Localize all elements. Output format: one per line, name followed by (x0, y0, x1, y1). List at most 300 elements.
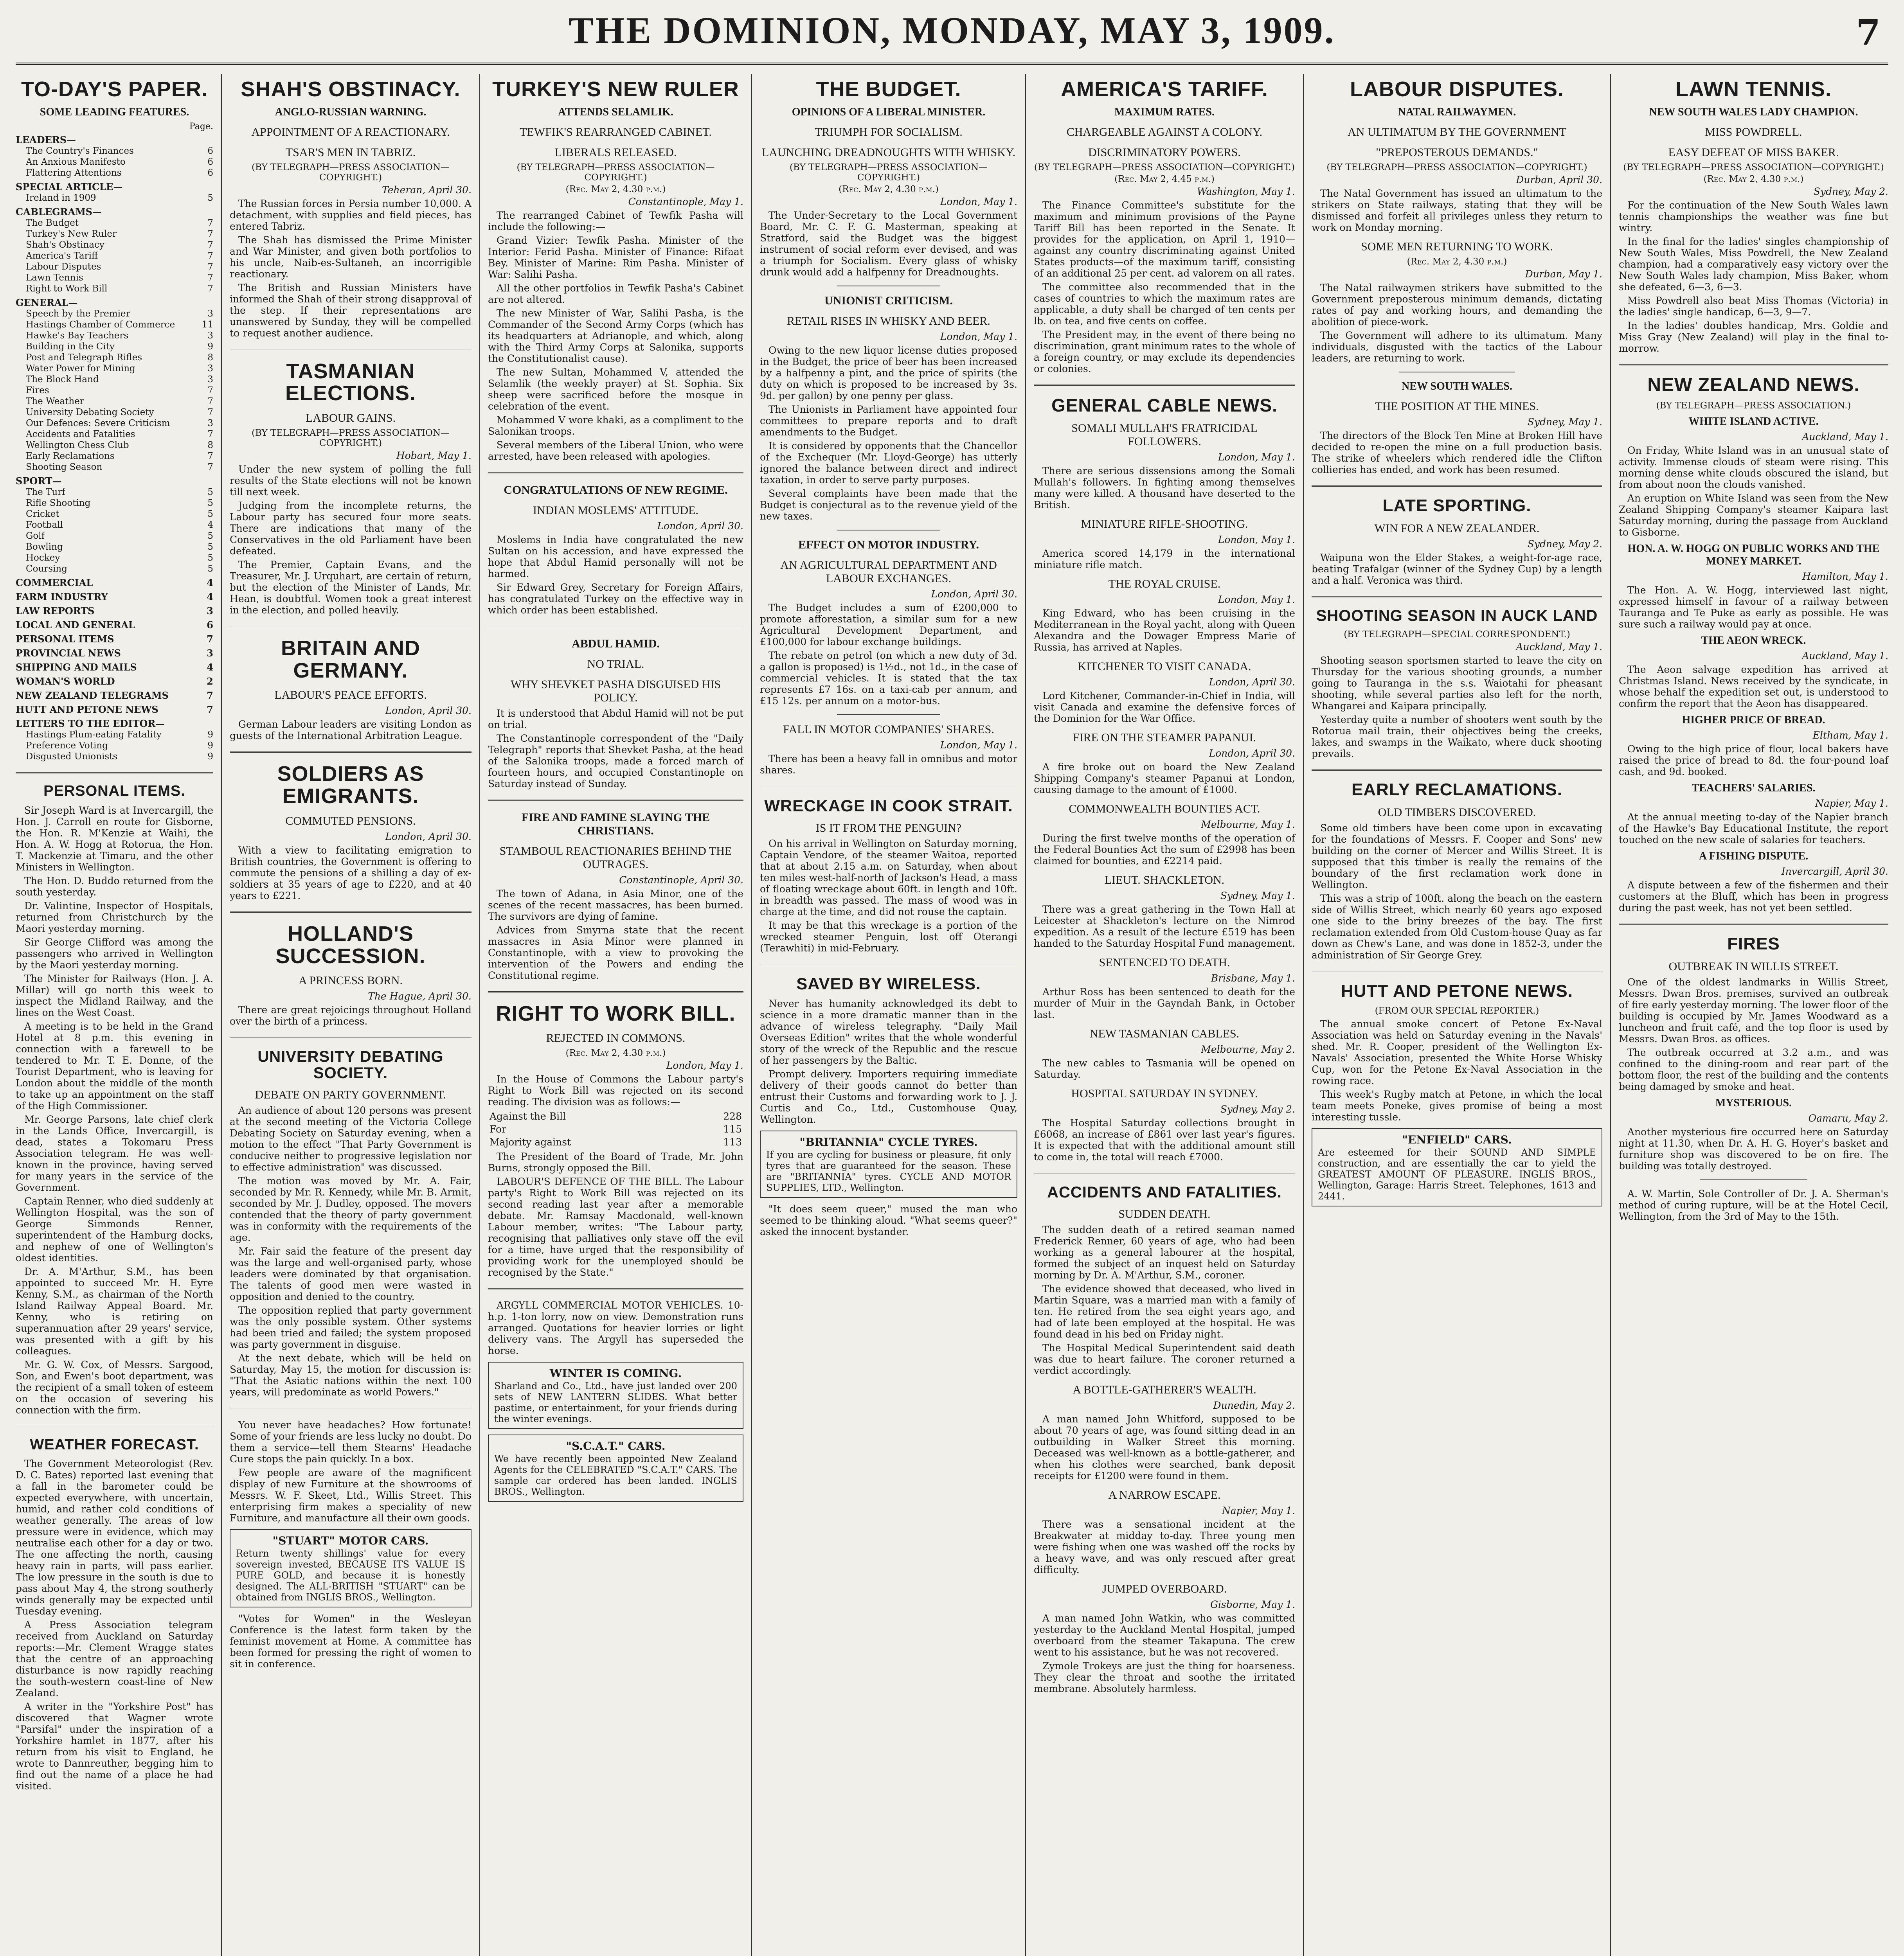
paragraph: The outbreak occurred at 3.2 a.m., and was confined to the dining-room and rear part of the bottom floor, the rest of the building and the contents being damaged by smoke and heat. (1619, 1047, 1888, 1093)
paragraph: The sudden death of a retired seaman named Frederick Renner, 60 years of age, who had been working as a general labourer at the hospital, formed the subject of an inquest held on Saturday morning by Dr. A. M'Arthur, S.M., coroner. (1034, 1224, 1295, 1281)
dateline: Hobart, May 1. (396, 450, 472, 462)
paragraph: The Under-Secretary to the Local Government Board, Mr. C. F. G. Masterman, speaking at Stratford, said the Budget was the biggest instrument of social reform ever devised, and was a triumph for Socialism. Every glass of whisky drunk would add a halfpenny for Dreadnoughts. (760, 209, 1017, 278)
headline: TASMANIAN ELECTIONS. (285, 359, 416, 405)
divider (1700, 1179, 1808, 1180)
dateline: London, May 1. (940, 196, 1017, 207)
paragraph: The Government will adhere to its ultimatum. Many individuals, disgusted with the tactics of the Labour leaders, are returning to work. (1312, 329, 1602, 364)
toc-item (16, 498, 213, 509)
headline: WRECKAGE IN COOK STRAIT. (764, 796, 1013, 815)
divider (760, 786, 1017, 787)
article-body (1312, 552, 1602, 586)
section-heading: WEATHER FORECAST. (30, 1436, 199, 1453)
press-credit: (BY TELEGRAPH—PRESS ASSOCIATION—COPYRIGHT.) (516, 162, 715, 183)
toc-category-label: GENERAL— (16, 297, 78, 308)
paragraph: With a view to facilitating emigration to British countries, the Government is offering to commute the pensions of a shilling a day of ex-soldiers at 35 years of age to £220, and at 40 years to £221. (230, 844, 472, 901)
toc-item (16, 451, 213, 462)
dateline: London, April 30. (931, 588, 1017, 600)
toc-page-number: 6 (207, 156, 213, 167)
toc-page-number: 3 (207, 363, 213, 374)
table-row (488, 1110, 743, 1123)
toc-item-label: Speech by the Premier (26, 308, 130, 319)
paragraph: There was a great gathering in the Town Hall at Leicester at Shackleton's lecture on the Nimrod expedition. As a result of the lecture £519 has been handed to the Saturday Hospital Fund management. (1034, 903, 1295, 949)
ad-title: "ENFIELD" CARS. (1402, 1133, 1512, 1147)
divider (488, 472, 743, 473)
article-body (760, 838, 1017, 954)
toc-category-label: SHIPPING AND MAILS (16, 662, 137, 673)
paragraph: The Unionists in Parliament have appointed four committees to prepare reports and to draft amendments to the Budget. (760, 403, 1017, 438)
divider (1619, 364, 1888, 365)
toc-category (16, 591, 213, 602)
divider (488, 626, 743, 627)
dateline: London, May 1. (1218, 451, 1295, 463)
toc-item-label: America's Tariff (26, 250, 98, 261)
divider (837, 714, 940, 715)
toc-page-number: 9 (207, 740, 213, 751)
article-body (1034, 1519, 1295, 1575)
paragraph: The Aeon salvage expedition has arrived at Christmas Island. News received by the syndicate, in whose behalf the expedition set out, is understood to confirm the report that the Aeon has disappeared. (1619, 664, 1888, 710)
toc-category-label: PROVINCIAL NEWS (16, 647, 121, 659)
paragraph: Lord Kitchener, Commander-in-Chief in India, will visit Canada and examine the defensive forces of the Dominion for the War Office. (1034, 690, 1295, 724)
toc-page-number: 7 (207, 272, 213, 283)
article-body (1619, 1126, 1888, 1172)
paragraph: Sir Edward Grey, Secretary for Foreign Affairs, has congratulated Turkey on the effective way in which order has been established. (488, 581, 743, 616)
divider (1619, 924, 1888, 925)
press-credit: (BY TELEGRAPH—PRESS ASSOCIATION—COPYRIGHT.) (251, 162, 450, 183)
toc-category-label: SPORT— (16, 475, 62, 487)
article-body (1034, 1117, 1295, 1163)
paragraph: An audience of about 120 persons was present at the second meeting of the Victoria College Debating Society on Saturday evening, when a motion to the effect "That Party Government is conducive neither to progressive legislation nor to effective administration" was discussed. (230, 1105, 472, 1173)
toc-item (16, 374, 213, 385)
article-body (488, 888, 743, 981)
toc-page-number: 6 (207, 146, 213, 156)
toc-category (16, 606, 213, 617)
paragraph: The British and Russian Ministers have informed the Shah of their strong disapproval of the step. If their representations are unanswered by Sunday, they will be compelled to request another audience. (230, 282, 472, 339)
paragraph: Dr. Valintine, Inspector of Hospitals, returned from Christchurch by the Maori yesterday morning. (16, 900, 213, 934)
toc-item (16, 385, 213, 396)
toc-page-number: 5 (207, 552, 213, 563)
dateline: Napier, May 1. (1222, 1505, 1295, 1516)
toc-item-label: The Turf (26, 487, 65, 497)
paragraph: The Shah has dismissed the Prime Minister and War Minister, and given both portfolios to his uncle, Naib-es-Sultaneh, an incorrigible reactionary. (230, 234, 472, 280)
toc-category (16, 135, 213, 146)
ad-text: If you are cycling for business or pleasure, fit only tyres that are guaranteed for the season. These are "BRITANNIA" tyres. CYCLE AND MOTOR SUPPLIES, LTD., Wellington. (766, 1149, 1011, 1193)
paragraph: Mr. George Parsons, late chief clerk in the Lands Office, Invercargill, is dead, states a Tokomaru Press Association telegram. He was well-known in the province, having served for many years in the service of the Government. (16, 1113, 213, 1193)
toc-page-number: 7 (207, 633, 213, 645)
subheadline: NEW SOUTH WALES. (1402, 380, 1512, 392)
article-body (760, 602, 1017, 707)
paragraph: The annual smoke concert of Petone Ex-Naval Association was held on Saturday evening in the Navals' shed. Mr. R. Cooper, president of the Wellington Ex-Navals' Association, presented the White Horse Whisky Cup, won for the Petone Ex-Naval Association in the rowing race. (1312, 1018, 1602, 1087)
advertisement-box (488, 1435, 743, 1502)
paragraph: The Premier, Captain Evans, and the Treasurer, Mr. J. Urquhart, are certain of return, but the election of the Minister of Lands, Mr. Hean, is doubtful. Women took a great interest in the election, and polled heavily. (230, 559, 472, 616)
toc-item (16, 319, 213, 330)
toc-category (16, 690, 213, 701)
headline: HUTT AND PETONE NEWS. (1341, 982, 1573, 1001)
subheadline: NEW SOUTH WALES LADY CHAMPION. (1649, 106, 1858, 118)
article-body (1312, 822, 1602, 961)
paragraph: At the next debate, which will be held on Saturday, May 15, the motion for discussion is: "That the Asiatic nations within the next 100 years, will predominate as world Powers." (230, 1352, 472, 1398)
paragraph: The opposition replied that party government was the only possible system. Other systems had been tried and failed; the system proposed was party government in disguise. (230, 1305, 472, 1350)
paragraph: A Press Association telegram received from Auckland on Saturday reports:—Mr. Clement Wragge states that the centre of an approaching disturbance is now rapidly reaching the south-western coast-line of New Zealand. (16, 1619, 213, 1699)
dateline: London, May 1. (940, 739, 1017, 751)
toc-item (16, 156, 213, 167)
article-body (1034, 832, 1295, 867)
article-body (1619, 743, 1888, 777)
paragraph: The Government Meteorologist (Rev. D. C. Bates) reported last evening that a fall in the barometer could be expected everywhere, with uncertain, humid, and rather cold conditions of weather generally. The areas of low pressure were in evidence, which may neutralise each other for a day or two. The one affecting the north, causing heavy rain in parts, will pass earlier. The low pressure in the south is due to pass about May 4, the strong southerly winds generally may be expected until Tuesday evening. (16, 1458, 213, 1617)
divider (230, 349, 472, 350)
paragraph: Some old timbers have been come upon in excavating for the foundations of Messrs. F. Cooper and Sons' new building on the corner of Mercer and Willis Street. It is supposed that this timber is really the remains of the boundary of the first reclamation work done in Wellington. (1312, 822, 1602, 891)
masthead-rule (16, 63, 1888, 65)
press-credit: (FROM OUR SPECIAL REPORTER.) (1375, 1006, 1539, 1016)
column-5 (1026, 74, 1303, 1956)
subheadline: OPINIONS OF A LIBERAL MINISTER. (792, 106, 986, 118)
toc-page-number: 4 (207, 520, 213, 530)
toc-item-label: An Anxious Manifesto (26, 156, 126, 167)
toc-item-label: Fires (26, 385, 49, 396)
subheadline: FALL IN MOTOR COMPANIES' SHARES. (783, 723, 994, 736)
subheadline: A NARROW ESCAPE. (1108, 1488, 1221, 1501)
headline: THE BUDGET. (816, 77, 961, 101)
paragraph: The committee also recommended that in the cases of countries to which the maximum rates are applicable, a duty shall be charged of ten cents per lb. on tea, and five cents on coffee. (1034, 281, 1295, 327)
article-body (1034, 1413, 1295, 1481)
toc-page-number: 7 (207, 462, 213, 472)
subheadline: HIGHER PRICE OF BREAD. (1682, 714, 1825, 726)
toc-page-number: 3 (207, 605, 213, 617)
toc-page-number: 8 (207, 440, 213, 450)
press-credit: (BY TELEGRAPH—PRESS ASSOCIATION—COPYRIGHT.) (1623, 162, 1884, 173)
paragraph: This was a strip of 100ft. along the beach on the eastern side of Willis Street, which nearly 60 years ago exposed one side to the briny breezes of the bay. The first reclamation extended from Old Custom-house Quay as far down as Chew's Lane, and was done in 1852-3, under the administration of Sir George Grey. (1312, 893, 1602, 961)
toc-item-label: Rifle Shooting (26, 498, 91, 508)
advertisement-box (760, 1131, 1017, 1198)
toc-item (16, 363, 213, 374)
toc-page-number: 5 (207, 498, 213, 508)
paragraph: The town of Adana, in Asia Minor, one of the scenes of the recent massacres, has been burned. The survivors are dying of famine. (488, 888, 743, 922)
article-body (230, 198, 472, 339)
dateline: Invercargill, April 30. (1781, 866, 1888, 877)
dateline: Oamaru, May 2. (1808, 1113, 1888, 1124)
article-body (1034, 1613, 1295, 1658)
headline: SAVED BY WIRELESS. (796, 974, 981, 993)
paragraph: Another mysterious fire occurred here on Saturday night at 11.30, when Dr. A. H. G. Hoyer's basket and furniture shop was discovered to be on fire. The building was totally destroyed. (1619, 1126, 1888, 1172)
page-number: 7 (1856, 12, 1881, 53)
paragraph: The President may, in the event of there being no discrimination, grant minimum rates to the whole of a foreign country, or may exclude its dependencies or colonies. (1034, 329, 1295, 374)
toc-category (16, 476, 213, 487)
paragraph: The rebate on petrol (on which a new duty of 3d. a gallon is proposed) is 1½d., not 1d., in the case of commercial vehicles. It is stated that the tax represents £7 16s. on a taxi-cab per annum, and £15 12s. per annum on a motor-bus. (760, 649, 1017, 707)
toc-item (16, 228, 213, 239)
toc-page-number: 5 (207, 541, 213, 552)
subheadline: MISS POWDRELL. (1705, 125, 1802, 138)
headline: UNIVERSITY DEBATING SOCIETY. (257, 1048, 444, 1082)
paragraph: In the ladies' doubles handicap, Mrs. Goldie and Miss Gray (New Zealand) will play in the final to-morrow. (1619, 320, 1888, 354)
paragraph: There has been a heavy fall in omnibus and motor shares. (760, 753, 1017, 776)
section-heading: PERSONAL ITEMS. (43, 782, 185, 799)
subheadline: LAUNCHING DREADNOUGHTS WITH WHISKY. (761, 146, 1016, 159)
paragraph: The directors of the Block Ten Mine at Broken Hill have decided to re-open the mine on a full production basis. The strike of wheelers which rendered idle the Clifton collieries has ended, and work has been resumed. (1312, 430, 1602, 475)
dateline: London, May 1. (1218, 593, 1295, 605)
article-body (1312, 430, 1602, 475)
headline: TURKEY'S NEW RULER (492, 77, 739, 101)
subheadline: DEBATE ON PARTY GOVERNMENT. (255, 1088, 446, 1102)
subheadline: MYSTERIOUS. (1715, 1097, 1792, 1109)
toc-item (16, 509, 213, 520)
article-body (1034, 690, 1295, 724)
toc-item-label: Shah's Obstinacy (26, 239, 104, 250)
toc-page-number: 5 (207, 563, 213, 574)
toc-category-label: PERSONAL ITEMS (16, 633, 114, 645)
paragraph: For the continuation of the New South Wales lawn tennis championships the weather was fine but wintry. (1619, 199, 1888, 234)
toc-title: SOME LEADING FEATURES. (40, 106, 189, 118)
paragraph: The evidence showed that deceased, who lived in Martin Square, was a married man with a family of ten. He retired from the sea eight years ago, and had of late been employed at the hospital. He was found dead in his bed on Friday night. (1034, 1283, 1295, 1340)
subheadline: COMMONWEALTH BOUNTIES ACT. (1069, 802, 1260, 815)
subheadline: A FISHING DISPUTE. (1699, 850, 1809, 863)
headline: EFFECT ON MOTOR INDUSTRY. (798, 538, 979, 551)
subheadline: NATAL RAILWAYMEN. (1398, 106, 1516, 118)
toc-page-number: 7 (207, 689, 213, 701)
advertisement-box (488, 1362, 743, 1429)
divider (1312, 971, 1602, 972)
toc-item (16, 740, 213, 751)
toc-category-label: LOCAL AND GENERAL (16, 619, 135, 631)
advertisement: Zymole Trokeys are just the thing for hoarseness. They clear the throat and soothe the irritated membrane. Absolutely harmless. (1034, 1660, 1295, 1694)
paragraph: Arthur Ross has been sentenced to death for the murder of Muir in the Gayndah Bank, in October last. (1034, 986, 1295, 1020)
dateline: London, May 1. (940, 331, 1017, 342)
ad-text: Are esteemed for their SOUND AND SIMPLE construction, and are essentially the car to yield the GREATEST AMOUNT OF PLEASURE. INGLIS BROS., Wellington, Garage: Harris Street. Telephones, 1613 and 2441. (1318, 1147, 1596, 1202)
dateline: London, May 1. (1218, 534, 1295, 545)
toc-page-number: 3 (207, 330, 213, 341)
column-6 (1304, 74, 1610, 1956)
paragraph: There are serious dissensions among the Somali Mullah's followers. In fighting among themselves many were killed. A thousand have deserted to the British. (1034, 465, 1295, 511)
headline: BRITAIN AND GERMANY. (281, 636, 420, 682)
dateline: Hamilton, May 1. (1802, 571, 1888, 582)
press-credit: (BY TELEGRAPH—PRESS ASSOCIATION.) (1656, 401, 1851, 411)
divider (1312, 769, 1602, 771)
article-body (1619, 664, 1888, 709)
toc-page-number: 6 (207, 619, 213, 631)
ad-title: WINTER IS COMING. (549, 1367, 682, 1380)
toc-category (16, 620, 213, 631)
toc-item-label: The Weather (26, 396, 84, 406)
article-body (1312, 1018, 1602, 1123)
press-credit: (BY TELEGRAPH—PRESS ASSOCIATION—COPYRIGHT.) (789, 162, 988, 183)
advertisement: ARGYLL COMMERCIAL MOTOR VEHICLES. 10-h.p. 1-ton lorry, now on view. Demonstration runs arranged. Quotations for heavier lorries or light delivery vans. The Argyll has superseded the horse. (488, 1300, 743, 1357)
paragraph: A dispute between a few of the fishermen and their customers at the Bluff, which has been in progress during the past week, has not yet been settled. (1619, 879, 1888, 914)
toc-item-label: Post and Telegraph Rifles (26, 352, 142, 363)
paragraph: Several complaints have been made that the Budget is conjectural as to the revenue yield of the new taxes. (760, 487, 1017, 522)
toc-item (16, 308, 213, 319)
subheadline: COMMUTED PENSIONS. (285, 814, 416, 827)
article-body (760, 210, 1017, 278)
headline: ACCIDENTS AND FATALITIES. (1047, 1183, 1282, 1201)
dateline: Sydney, May 1. (1220, 890, 1295, 901)
headline: CONGRATULATIONS OF NEW REGIME. (504, 483, 728, 496)
dateline: Brisbane, May 1. (1211, 972, 1295, 984)
headline: AMERICA'S TARIFF. (1061, 77, 1268, 101)
headline: FIRE AND FAMINE SLAYING THE CHRISTIANS. (521, 811, 710, 837)
dateline: Eltham, May 1. (1812, 730, 1888, 741)
paragraph: On his arrival in Wellington on Saturday morning, Captain Vendore, of the steamer Waitoa, reported that at about 2.15 a.m. on Saturday, when about ten miles west-half-north of Jackson's Head, a mass of floating wreckage about 60ft. in length and 10ft. in breadth was passed. The mass of wood was in charge at the time, and did not rouse the captain. (760, 838, 1017, 917)
article-body (1619, 879, 1888, 913)
paragraph: It may be that this wreckage is a portion of the wrecked steamer Penguin, lost off Oterangi (Terawhiti) in mid-February. (760, 919, 1017, 954)
table-cell: Majority against (489, 1136, 571, 1148)
paragraph: It is considered by opponents that the Chancellor of the Exchequer (Mr. Lloyd-George) has utterly ignored the balance between direct and indirect taxation, in order to serve party purposes. (760, 440, 1017, 485)
article-body (1034, 548, 1295, 570)
toc-item-label: Coursing (26, 563, 67, 574)
dateline: Sydney, May 1. (1527, 416, 1602, 428)
toc-item-label: Hastings Plum-eating Fatality (26, 729, 162, 740)
subheadline: WHY SHEVKET PASHA DISGUISED HIS POLICY. (510, 678, 721, 704)
toc-item (16, 330, 213, 341)
dateline: Washington, May 1. (1197, 185, 1295, 197)
paragraph: Shooting season sportsmen started to leave the city on Thursday for the various shooting grounds, a number going to Tauranga in the s.s. Waiotahi for pheasant shooting, while several parties also left for the north, Whangarei and Kaipara principally. (1312, 654, 1602, 712)
paragraph: Under the new system of polling the full results of the State elections will not be known till next week. (230, 464, 472, 498)
paragraph: The Natal Government has issued an ultimatum to the strikers on State railways, stating that they will be dismissed and forfeit all privileges unless they return to work on Monday morning. (1312, 187, 1602, 233)
subheadline: HOSPITAL SATURDAY IN SYDNEY. (1071, 1087, 1258, 1100)
toc-item (16, 462, 213, 473)
toc-item-label: The Budget (26, 218, 79, 228)
headline: UNIONIST CRITICISM. (824, 294, 953, 307)
article-body (16, 1458, 213, 1792)
press-credit: (BY TELEGRAPH—PRESS ASSOCIATION—COPYRIGHT.) (251, 428, 450, 449)
toc-item-label: Cricket (26, 509, 59, 519)
dateline: Sydney, May 2. (1527, 538, 1602, 550)
toc-item-label: Preference Voting (26, 740, 108, 751)
subheadline: TRIUMPH FOR SOCIALISM. (815, 125, 963, 138)
press-credit: (BY TELEGRAPH—SPECIAL CORRESPONDENT.) (1344, 629, 1570, 640)
toc-page-number: 5 (207, 530, 213, 541)
toc-page-number: 9 (207, 751, 213, 762)
toc-item (16, 552, 213, 563)
subheadline: SOME MEN RETURNING TO WORK. (1361, 240, 1553, 253)
table-cell: Against the Bill (489, 1111, 566, 1122)
dateline: Constantinople, April 30. (619, 874, 743, 886)
subheadline: AN AGRICULTURAL DEPARTMENT AND LABOUR EXCHANGES. (780, 558, 997, 585)
column-3 (480, 74, 751, 1956)
toc-category (16, 718, 213, 729)
dateline: London, April 30. (1209, 676, 1295, 688)
advertisement-box (230, 1529, 472, 1607)
table-cell: 228 (723, 1111, 742, 1122)
subheadline: SUDDEN DEATH. (1118, 1207, 1211, 1221)
toc-item-label: Flattering Attentions (26, 167, 122, 178)
paragraph: In the final for the ladies' singles championship of New South Wales, Miss Powdrell, the New Zealand champion, had a comparatively easy victory over the New South Wales lady champion, Miss Baker, whom she defeated, 6—3, 6—3. (1619, 236, 1888, 293)
toc-item-label: Water Power for Mining (26, 363, 135, 374)
headline: SHOOTING SEASON IN AUCK LAND (1316, 607, 1598, 624)
paragraph: The motion was moved by Mr. A. Fair, seconded by Mr. R. Kennedy, while Mr. B. Armit, seconded by Mr. J. Dudley, opposed. The movers contended that the theory of party government was in conformity with the requirements of the age. (230, 1175, 472, 1244)
toc-page-number: 7 (207, 218, 213, 228)
toc-page-number: 7 (207, 239, 213, 250)
toc-item (16, 729, 213, 740)
subheadline: THE ROYAL CRUISE. (1108, 577, 1221, 590)
toc-category (16, 704, 213, 715)
received-time: (Rec. May 2, 4.30 p.m.) (565, 184, 666, 194)
toc-page-number: 5 (207, 192, 213, 203)
dateline: Durban, May 1. (1525, 268, 1602, 280)
article-body (16, 805, 213, 1416)
division-table (488, 1110, 743, 1149)
toc-page-number: 3 (207, 418, 213, 428)
paragraph: Mr. G. W. Cox, of Messrs. Sargood, Son, and Ewen's boot department, was the recipient of a small token of esteem on the occasion of severing his connection with the firm. (16, 1359, 213, 1416)
article-body (1619, 200, 1888, 354)
advertisement: "It does seem queer," mused the man who seemed to be thinking aloud. "What seems queer?" asked the innocent bystander. (760, 1203, 1017, 1237)
newspaper-title: THE DOMINION, MONDAY, MAY 3, 1909. (569, 9, 1335, 51)
toc-item-label: The Block Hand (26, 374, 99, 385)
paragraph: The Hon. D. Buddo returned from the south yesterday. (16, 875, 213, 898)
toc-item (16, 487, 213, 498)
subheadline: RETAIL RISES IN WHISKY AND BEER. (787, 314, 990, 327)
article-body (760, 998, 1017, 1125)
toc-item (16, 520, 213, 530)
subheadline: NO TRIAL. (587, 657, 644, 671)
dateline: London, April 30. (385, 705, 472, 717)
press-credit: (BY TELEGRAPH—PRESS ASSOCIATION—COPYRIGHT.) (1326, 162, 1587, 173)
paragraph: The rearranged Cabinet of Tewfik Pasha will include the following:— (488, 209, 743, 232)
toc-item (16, 167, 213, 178)
article-body (1312, 188, 1602, 233)
divider (488, 1288, 743, 1289)
headline: LAWN TENNIS. (1675, 77, 1832, 101)
paragraph: The Russian forces in Persia number 10,000. A detachment, with supplies and field pieces, has entered Tabriz. (230, 198, 472, 232)
headline: HOLLAND'S SUCCESSION. (275, 922, 426, 968)
headline: LATE SPORTING. (1382, 496, 1531, 515)
column-2 (222, 74, 479, 1956)
toc-page-number: 7 (207, 283, 213, 294)
article-body (1034, 1224, 1295, 1376)
paragraph: Mr. Fair said the feature of the present day was the large and well-organised party, whose leaders were dominated by that organisation. The talents of good men were wasted in opposition and denied to the country. (230, 1246, 472, 1303)
toc-item (16, 396, 213, 407)
toc-item (16, 272, 213, 283)
subheadline: CHARGEABLE AGAINST A COLONY. (1066, 125, 1263, 138)
press-credit: (BY TELEGRAPH—PRESS ASSOCIATION—COPYRIGHT.) (1034, 162, 1295, 173)
dateline: London, April 30. (657, 520, 743, 532)
received-time: (Rec. May 2, 4.30 p.m.) (839, 184, 939, 194)
toc-item (16, 530, 213, 541)
paragraph: Owing to the new liquor license duties proposed in the Budget, the price of beer has been increased by a halfpenny a pint, and the price of spirits (the duty on which is proposed to be increased by 3s. 9d. per gallon) by one penny per glass. (760, 344, 1017, 401)
toc-item (16, 218, 213, 228)
toc-item-label: Hawke's Bay Teachers (26, 330, 129, 341)
dateline: Auckland, May 1. (1516, 641, 1602, 653)
toc-page-number: 7 (207, 451, 213, 461)
divider (16, 772, 213, 773)
toc-page-number: 2 (207, 675, 213, 687)
divider (760, 964, 1017, 965)
subheadline: LIBERALS RELEASED. (554, 146, 677, 159)
subheadline: SENTENCED TO DEATH. (1099, 956, 1230, 969)
headline: RIGHT TO WORK BILL. (496, 1001, 736, 1025)
divider (230, 1408, 472, 1409)
paragraph: Several members of the Liberal Union, who were arrested, have been released with apologies. (488, 439, 743, 462)
dateline: Constantinople, May 1. (628, 196, 743, 207)
toc-page-number: 7 (207, 407, 213, 417)
table-cell: 115 (723, 1124, 742, 1135)
paragraph: A man named John Whitford, supposed to be about 70 years of age, was found sitting dead in an outbuilding in Walker Street this morning. Deceased was well-known as a bottle-gatherer, and when his clothes were searched, bank deposit receipts for £1200 were found in them. (1034, 1413, 1295, 1481)
toc-category-label: CABLEGRAMS— (16, 206, 102, 218)
toc-page-number: 11 (202, 319, 213, 330)
paragraph: A writer in the "Yorkshire Post" has discovered that Wagner wrote "Parsifal" under the inspiration of a Yorkshire hamlet in 1877, after his return from his visit to England, he wrote to Dannreuther, begging him to find out the name of a place he had visited. (16, 1701, 213, 1792)
subheadline: MAXIMUM RATES. (1114, 106, 1215, 118)
toc-item (16, 440, 213, 451)
toc-item (16, 418, 213, 429)
paragraph: In the House of Commons the Labour party's Right to Work Bill was rejected on its second reading. The division was as follows:— (488, 1073, 743, 1108)
subheadline: IS IT FROM THE PENGUIN? (815, 821, 962, 834)
toc-category-label: HUTT AND PETONE NEWS (16, 704, 158, 715)
toc-category (16, 648, 213, 659)
headline: EARLY RECLAMATIONS. (1352, 780, 1562, 799)
toc-category (16, 207, 213, 218)
toc-category-label: LETTERS TO THE EDITOR— (16, 718, 165, 729)
section-heading: TO-DAY'S PAPER. (21, 77, 208, 101)
paragraph: The new cables to Tasmania will be opened on Saturday. (1034, 1057, 1295, 1080)
article-body (488, 1151, 743, 1278)
subheadline: AN ULTIMATUM BY THE GOVERNMENT (1348, 125, 1566, 138)
